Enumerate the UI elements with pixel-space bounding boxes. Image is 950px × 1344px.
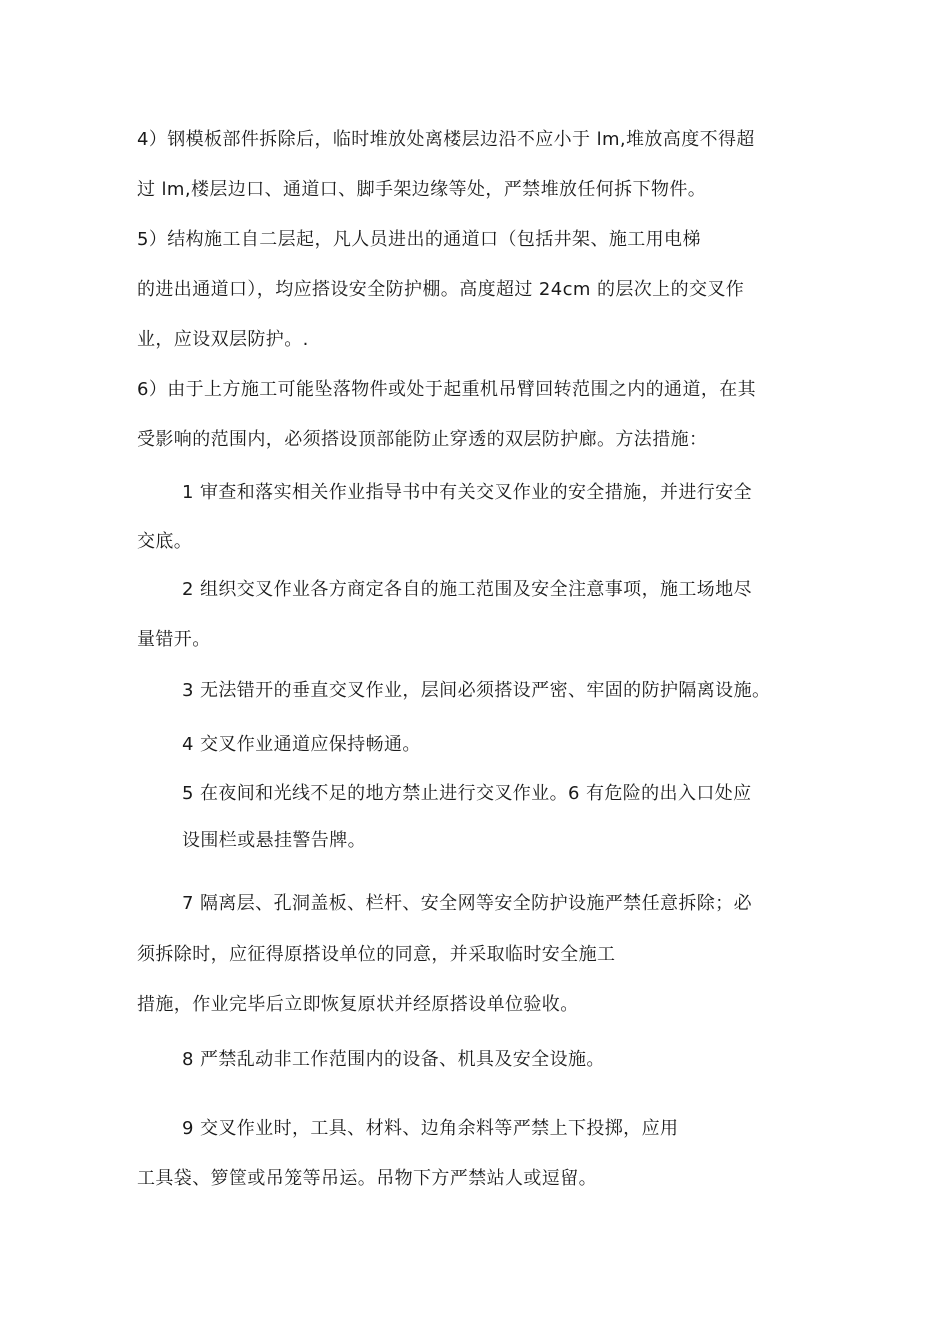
text-line: 的进出通道口），均应搭设安全防护棚。高度超过 24cm 的层次上的交叉作	[137, 279, 745, 300]
text-line: 工具袋、箩筐或吊笼等吊运。吊物下方严禁站人或逗留。	[137, 1168, 597, 1189]
text-line: 6）由于上方施工可能坠落物件或处于起重机吊臂回转范围之内的通道，在其	[137, 379, 757, 400]
text-line: 9 交叉作业时，工具、材料、边角余料等严禁上下投掷，应用	[182, 1118, 679, 1139]
text-line: 2 组织交叉作业各方商定各自的施工范围及安全注意事项，施工场地尽	[182, 579, 752, 600]
text-line: 5）结构施工自二层起，凡人员进出的通道口（包括井架、施工用电梯	[137, 229, 701, 250]
text-line: 受影响的范围内，必须搭设顶部能防止穿透的双层防护廊。方法措施：	[137, 429, 708, 450]
text-line: 措施，作业完毕后立即恢复原状并经原搭设单位验收。	[137, 994, 579, 1015]
text-line: 须拆除时，应征得原搭设单位的同意，并采取临时安全施工	[137, 944, 616, 965]
text-line: 3 无法错开的垂直交叉作业，层间必须搭设严密、牢固的防护隔离设施。	[182, 680, 771, 701]
text-line: 4 交叉作业通道应保持畅通。	[182, 734, 421, 755]
text-line: 过 lm,楼层边口、通道口、脚手架边缘等处，严禁堆放任何拆下物件。	[137, 179, 707, 200]
text-line: 8 严禁乱动非工作范围内的设备、机具及安全设施。	[182, 1049, 605, 1070]
text-line: 业，应设双层防护。.	[137, 329, 309, 350]
text-line: 7 隔离层、孔洞盖板、栏杆、安全网等安全防护设施严禁任意拆除；必	[182, 893, 752, 914]
text-line: 1 审查和落实相关作业指导书中有关交叉作业的安全措施，并进行安全	[182, 482, 752, 503]
text-line: 设围栏或悬挂警告牌。	[182, 830, 366, 851]
text-line: 量错开。	[137, 629, 211, 650]
text-line: 交底。	[137, 531, 193, 552]
text-line: 4）钢模板部件拆除后，临时堆放处离楼层边沿不应小于 lm,堆放高度不得超	[137, 129, 755, 150]
text-line: 5 在夜间和光线不足的地方禁止进行交叉作业。6 有危险的出入口处应	[182, 783, 752, 804]
